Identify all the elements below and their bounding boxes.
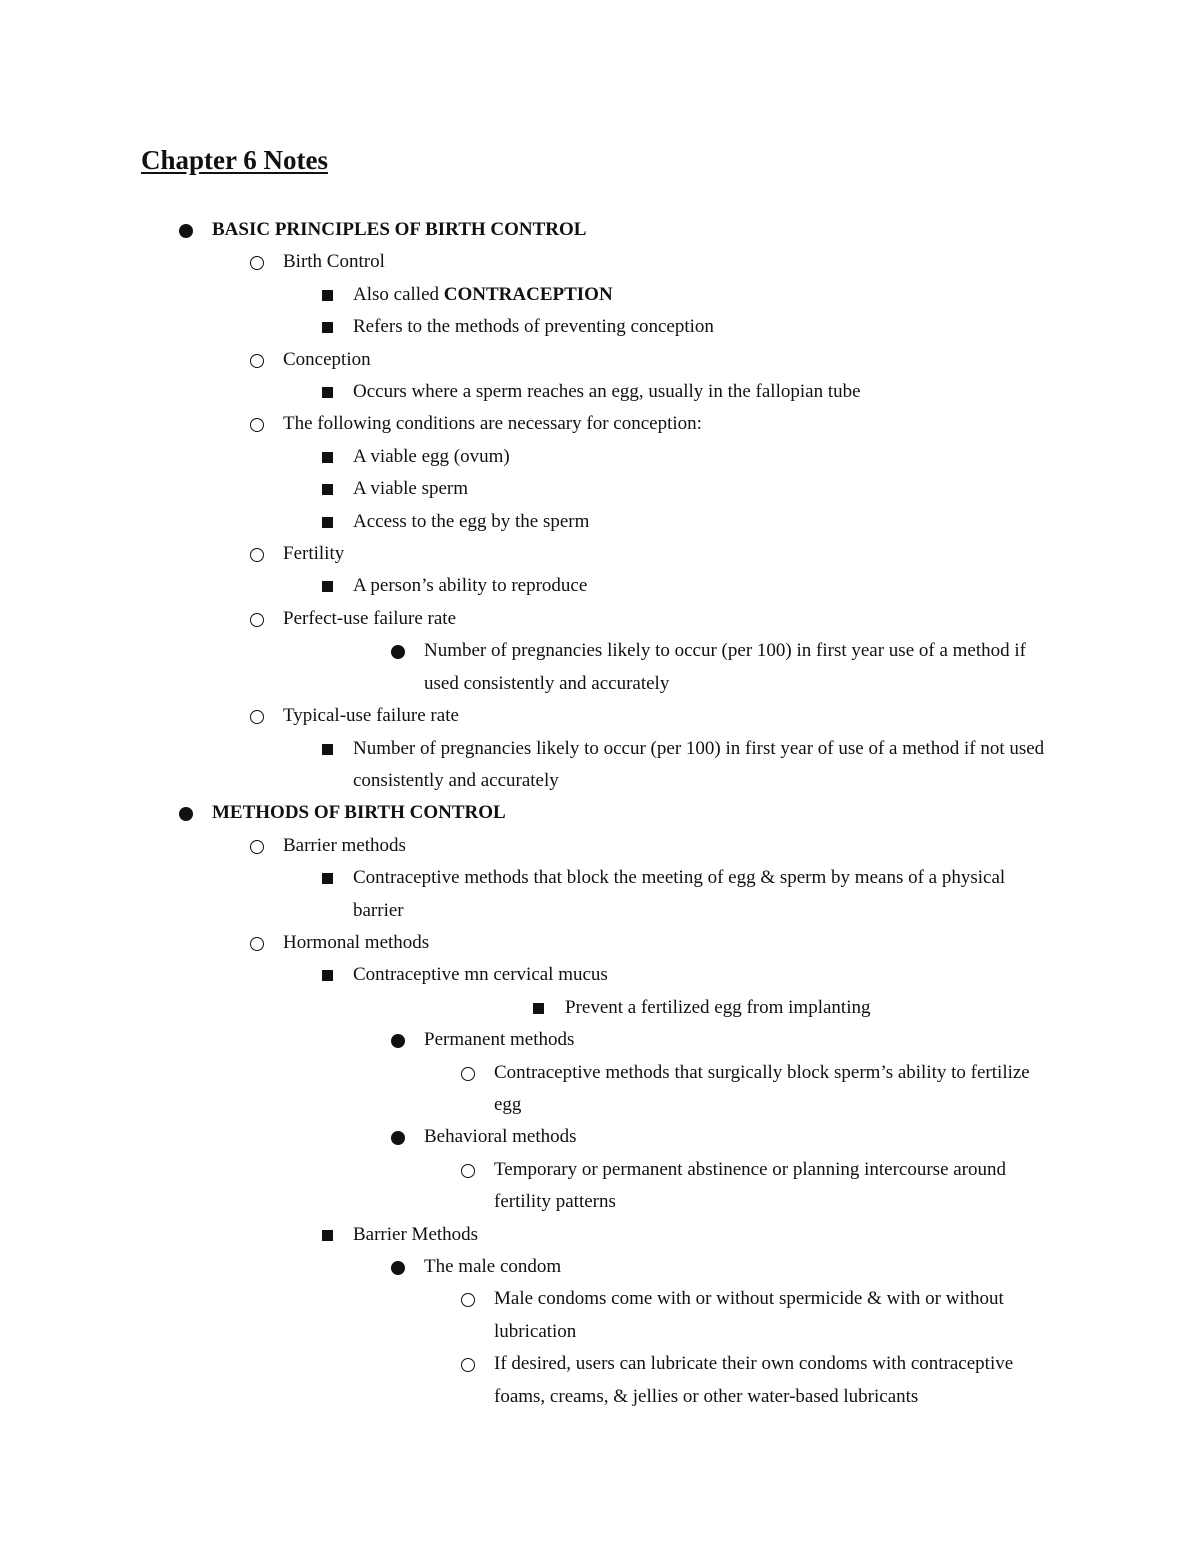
circle-bullet-icon	[250, 710, 264, 724]
disc-bullet-icon	[391, 1034, 405, 1048]
square-bullet-icon	[322, 290, 333, 301]
outline-item-text	[424, 1251, 1060, 1283]
outline-item-label: Barrier methods	[283, 834, 406, 856]
outline-item	[0, 441, 1200, 473]
outline-item	[0, 506, 1200, 538]
outline-item	[0, 538, 1200, 570]
outline-item	[0, 733, 1200, 798]
outline-item-text	[283, 927, 1060, 959]
outline-item-label: Typical-use failure rate	[283, 705, 459, 727]
outline-item-text	[283, 700, 1060, 732]
outline-item-label: Access to the egg by the sperm	[353, 510, 590, 532]
outline-item	[0, 603, 1200, 635]
outline-item-text	[353, 1219, 1060, 1251]
square-bullet-icon	[322, 322, 333, 333]
outline-item-label: Temporary or permanent abstinence or planning intercourse around fertility patterns	[494, 1158, 1007, 1213]
outline-item-text	[283, 538, 1060, 570]
outline-item-label: Contraceptive methods that surgically block sperm’s ability to fertilize egg	[494, 1061, 1030, 1115]
outline-item	[0, 830, 1200, 862]
outline-item-text	[353, 473, 1060, 505]
outline-item	[0, 635, 1200, 700]
outline-item-label: Number of pregnancies likely to occur (per 100) in first year use of a method if used consistently and accurately	[424, 640, 1026, 694]
outline-item-text	[353, 570, 1060, 602]
outline-item-text	[283, 246, 1060, 278]
disc-bullet-icon	[391, 1131, 405, 1145]
circle-bullet-icon	[461, 1164, 475, 1178]
outline-item	[0, 279, 1200, 311]
outline-item-label: Behavioral methods	[424, 1126, 577, 1148]
outline-item-label: Conception	[283, 348, 371, 370]
outline-item-label: A person’s ability to reproduce	[353, 575, 588, 597]
outline-item-text	[212, 797, 1060, 829]
outline-item	[0, 797, 1200, 829]
outline-item	[0, 246, 1200, 278]
circle-bullet-icon	[250, 418, 264, 432]
square-bullet-icon	[322, 744, 333, 755]
outline-item-text	[212, 214, 1060, 246]
outline-item-text	[283, 408, 1060, 440]
disc-bullet-icon	[391, 645, 405, 659]
circle-bullet-icon	[250, 256, 264, 270]
outline-item-text	[353, 959, 1060, 991]
outline-item-label: Also called	[353, 283, 444, 305]
outline-item-label: Occurs where a sperm reaches an egg, usually in the fallopian tube	[353, 381, 861, 403]
page-title: Chapter 6 Notes	[141, 145, 328, 175]
outline-item-label: Number of pregnancies likely to occur (per 100) in first year of use of a method if not used consistently and accurately	[353, 737, 1045, 791]
outline-item	[0, 1057, 1200, 1122]
circle-bullet-icon	[250, 937, 264, 951]
outline-item-text	[283, 830, 1060, 862]
outline-item-text	[353, 376, 1060, 408]
outline-item	[0, 1348, 1200, 1413]
outline-item	[0, 1154, 1200, 1219]
outline-item-text	[353, 311, 1060, 343]
outline-item	[0, 1024, 1200, 1056]
outline-item-text	[424, 1024, 1060, 1056]
outline-item-label: A viable sperm	[353, 478, 469, 500]
circle-bullet-icon	[250, 613, 264, 627]
square-bullet-icon	[322, 970, 333, 981]
outline-item-text	[565, 992, 1060, 1024]
circle-bullet-icon	[250, 840, 264, 854]
outline-item	[0, 1283, 1200, 1348]
outline-item-label: BASIC PRINCIPLES OF BIRTH CONTROL	[212, 219, 587, 240]
outline-item	[0, 700, 1200, 732]
outline-item-label: Hormonal methods	[283, 931, 430, 953]
disc-bullet-icon	[179, 807, 193, 821]
disc-bullet-icon	[179, 224, 193, 238]
square-bullet-icon	[322, 517, 333, 528]
square-bullet-icon	[322, 873, 333, 884]
circle-bullet-icon	[461, 1067, 475, 1081]
outline-item-label: Contraceptive mn cervical mucus	[353, 964, 608, 986]
outline-item-text	[353, 441, 1060, 473]
outline-item-text	[353, 733, 1060, 798]
outline-item	[0, 311, 1200, 343]
outline-item-label: Birth Control	[283, 251, 385, 273]
outline-item-label: METHODS OF BIRTH CONTROL	[212, 802, 506, 824]
outline-item-label: Male condoms come with or without spermicide & with or without lubrication	[494, 1288, 1004, 1342]
square-bullet-icon	[322, 452, 333, 463]
circle-bullet-icon	[461, 1358, 475, 1372]
disc-bullet-icon	[391, 1261, 405, 1275]
outline-item-text	[494, 1283, 1060, 1348]
outline-item-text	[494, 1154, 1060, 1219]
outline-item	[0, 992, 1200, 1024]
outline-item-label: Contraceptive methods that block the meeting of egg & sperm by means of a physical barrier	[353, 867, 1006, 921]
outline-item-label: A viable egg (ovum)	[353, 445, 510, 467]
circle-bullet-icon	[250, 548, 264, 562]
outline-item-text	[424, 635, 1060, 700]
outline-item-label: The following conditions are necessary for conception:	[283, 413, 702, 435]
square-bullet-icon	[322, 484, 333, 495]
notes-outline	[0, 214, 1200, 1413]
outline-item-label: Perfect-use failure rate	[283, 607, 457, 629]
outline-item	[0, 344, 1200, 376]
outline-item	[0, 1121, 1200, 1153]
outline-item-text	[353, 279, 1060, 311]
outline-item-text	[494, 1348, 1060, 1413]
outline-item	[0, 408, 1200, 440]
square-bullet-icon	[322, 387, 333, 398]
outline-item-text	[283, 344, 1060, 376]
outline-item	[0, 959, 1200, 991]
outline-item	[0, 1251, 1200, 1283]
outline-item-text	[353, 506, 1060, 538]
outline-item-label: Fertility	[283, 543, 345, 565]
outline-item-label: The male condom	[424, 1256, 562, 1277]
outline-item	[0, 376, 1200, 408]
outline-item-label: If desired, users can lubricate their own condoms with contraceptive foams, creams, & jellies or other water-based lubricants	[494, 1353, 1014, 1407]
outline-item-emphasis: CONTRACEPTION	[443, 283, 613, 305]
outline-item-label: Prevent a fertilized egg from implanting	[565, 996, 871, 1018]
outline-item	[0, 570, 1200, 602]
outline-item	[0, 214, 1200, 246]
outline-item-label: Permanent methods	[424, 1029, 575, 1051]
square-bullet-icon	[322, 581, 333, 592]
outline-item	[0, 927, 1200, 959]
outline-item-text	[283, 603, 1060, 635]
circle-bullet-icon	[250, 354, 264, 368]
outline-item	[0, 473, 1200, 505]
outline-item-text	[494, 1057, 1060, 1122]
square-bullet-icon	[533, 1003, 544, 1014]
outline-item-label: Barrier Methods	[353, 1223, 479, 1245]
outline-item	[0, 1219, 1200, 1251]
square-bullet-icon	[322, 1230, 333, 1241]
outline-item-text	[424, 1121, 1060, 1153]
outline-item	[0, 862, 1200, 927]
outline-item-label: Refers to the methods of preventing conception	[353, 316, 714, 338]
outline-item-text	[353, 862, 1060, 927]
circle-bullet-icon	[461, 1293, 475, 1307]
